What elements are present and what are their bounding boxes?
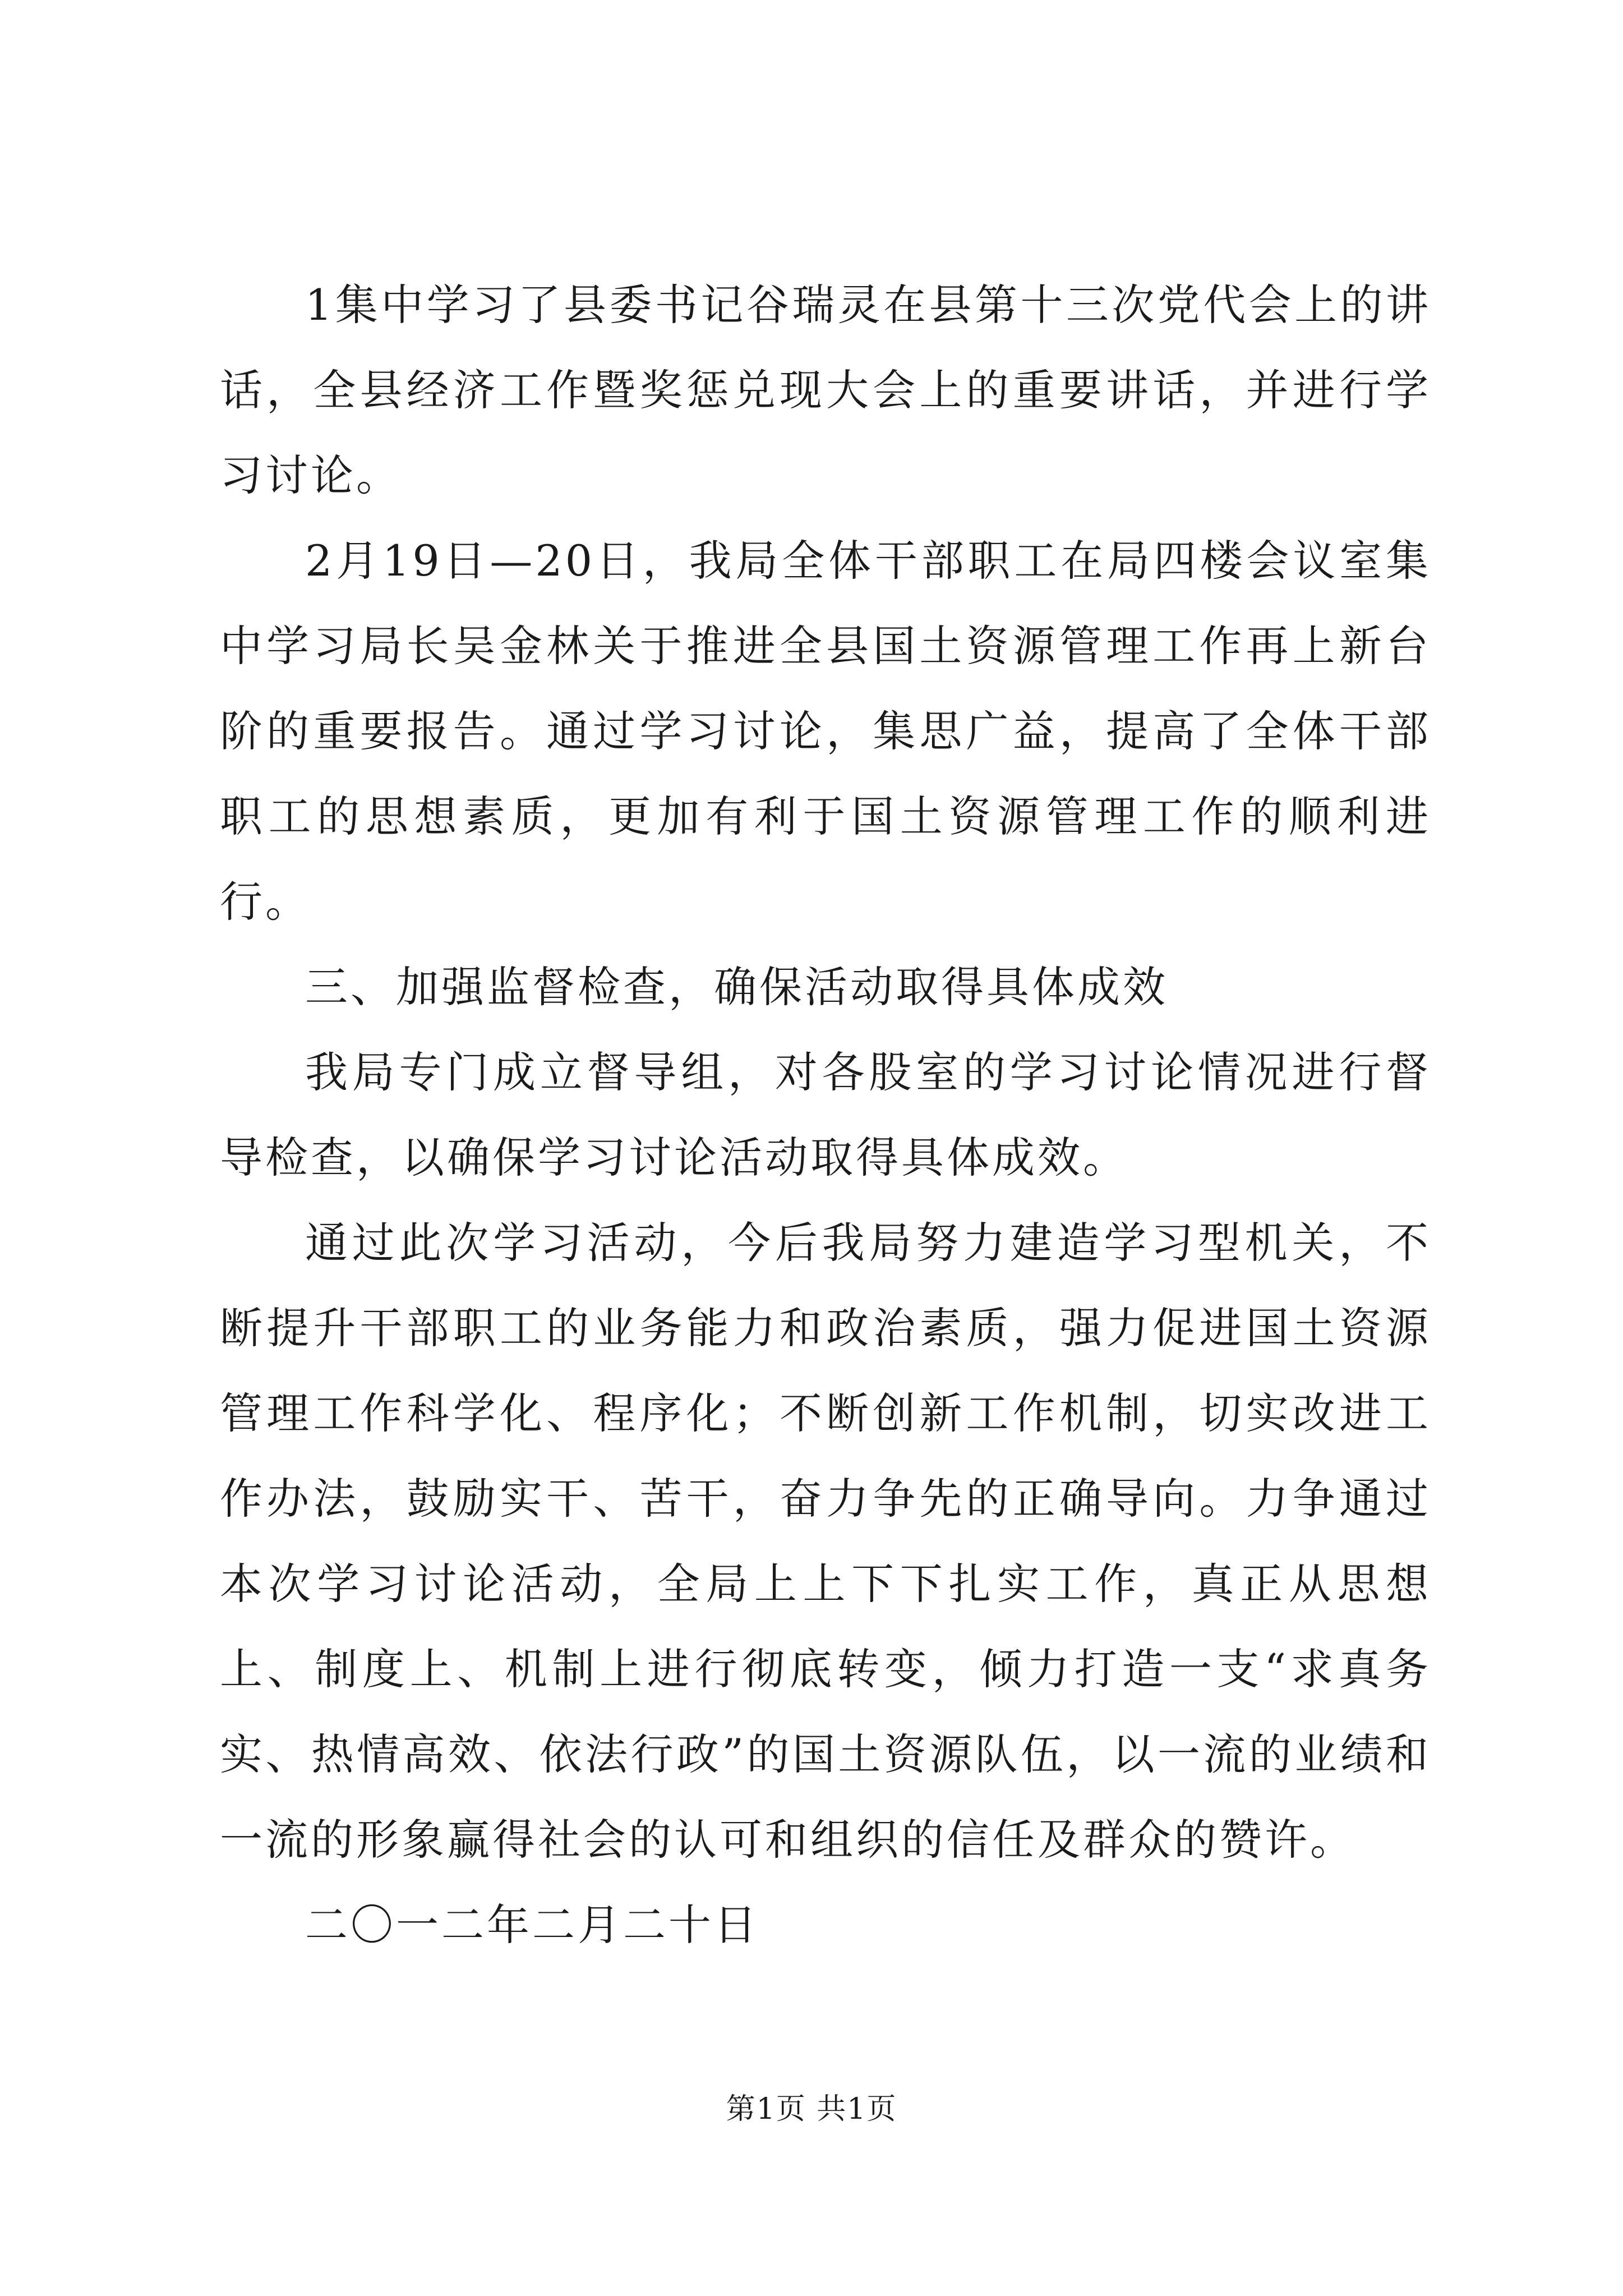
paragraph-study-speech: 1集中学习了县委书记谷瑞灵在县第十三次党代会上的讲话，全县经济工作暨奖惩兑现大会上的重要讲话，并进行学习讨论。 [220, 280, 1431, 500]
paragraph-conclusion: 通过此次学习活动，今后我局努力建造学习型机关，不断提升干部职工的业务能力和政治素质，强力促进国土资源管理工作科学化、程序化；不断创新工作机制，切实改进工作办法，鼓励实干、苦干，奋力争先的正确导向。力争通过本次学习讨论活动，全局上上下下扎实工作，真正从思想上、制度上、机制上进行彻底转变，倾力打造一支“求真务实、热情高效、依法行政”的国土资源队伍，以一流的业绩和一流的形象赢得社会的认可和组织的信任及群众的赞许。 [220, 1218, 1431, 1865]
document-body [220, 263, 1431, 1968]
document-date: 二〇一二年二月二十日 [305, 1900, 759, 1950]
paragraph-supervision: 我局专门成立督导组，对各股室的学习讨论情况进行督导检查，以确保学习讨论活动取得具体成效。 [220, 1047, 1431, 1182]
section-heading: 三、加强监督检查，确保活动取得具体成效 [305, 962, 1168, 1012]
paragraph-study-report: 2月19日—20日，我局全体干部职工在局四楼会议室集中学习局长吴金林关于推进全县国土资源管理工作再上新台阶的重要报告。通过学习讨论，集思广益，提高了全体干部职工的思想素质，更加有利于国土资源管理工作的顺利进行。 [220, 536, 1431, 927]
page-footer: 第1页 共1页 [726, 2092, 897, 2126]
